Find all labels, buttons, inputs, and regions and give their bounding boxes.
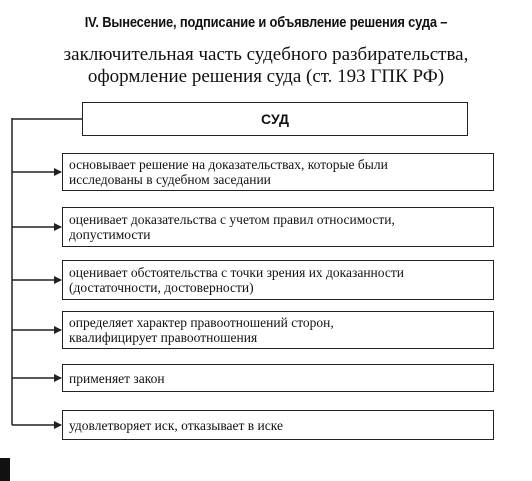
function-box-3-line-2: (достаточности, достоверности) (69, 280, 254, 295)
function-box-3-line-1: оценивает обстоятельства с точки зрения их доказанности (69, 265, 404, 280)
function-box-4 (62, 311, 494, 349)
subtitle-line-1: заключительная часть судебного разбирательства, (63, 44, 469, 65)
function-box-2-line-2: допустимости (69, 227, 151, 242)
function-box-3 (62, 260, 494, 300)
function-box-5 (62, 364, 494, 392)
function-box-6-label: удовлетворяет иск, отказывает в иске (69, 417, 283, 433)
root-node-court (82, 102, 468, 136)
diagram-heading: IV. Вынесение, подписание и объявление решения суда – (84, 14, 448, 31)
function-box-1-line-2: исследованы в судебном заседании (69, 172, 271, 187)
function-box-4-line-1: определяет характер правоотношений сторон, (69, 315, 334, 330)
function-box-6 (62, 410, 494, 440)
page-corner-mark (0, 458, 10, 481)
function-box-2 (62, 207, 494, 247)
function-box-2-line-1: оценивает доказательства с учетом правил относимости, (69, 212, 395, 227)
function-box-4-line-2: квалифицирует правоотношения (69, 330, 258, 345)
function-box-1-line-1: основывает решение на доказательствах, которые были (69, 157, 388, 172)
root-node-label: СУД (261, 111, 289, 127)
subtitle-line-2: оформление решения суда (ст. 193 ГПК РФ) (87, 66, 445, 87)
function-box-5-label: применяет закон (69, 370, 165, 386)
function-box-1 (62, 153, 494, 191)
